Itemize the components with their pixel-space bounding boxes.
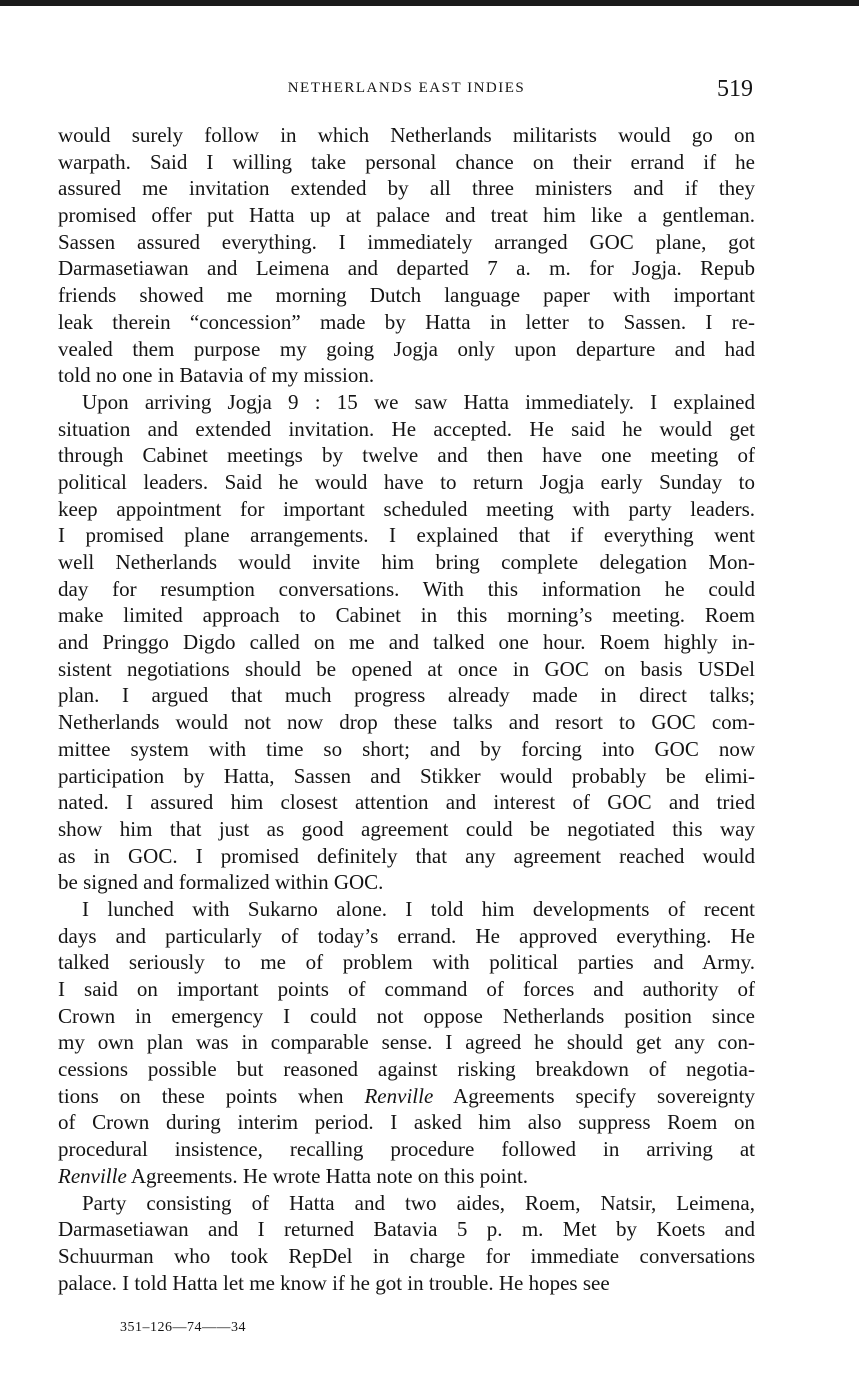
text-line: Darmasetiawan and I returned Batavia 5 p. m. Met by Koets and [58, 1217, 755, 1242]
text-line: vealed them purpose my going Jogja only upon departure and had [58, 336, 755, 361]
text-line: days and particularly of today’s errand. He approved everything. He [58, 923, 755, 948]
text-line: Renville Agreements. He wrote Hatta note on this point. [58, 1163, 529, 1188]
text-line: I said on important points of command of forces and authority of [58, 977, 755, 1001]
text-line: friends showed me morning Dutch language paper with important [58, 283, 755, 308]
paragraph [58, 389, 755, 896]
text-line: would surely follow in which Netherlands militarists would go on [58, 123, 755, 147]
running-head [58, 76, 755, 104]
text-line: Schuurman who took RepDel in charge for immediate conversations [58, 1243, 755, 1268]
text-line: show him that just as good agreement could be negotiated this way [58, 816, 755, 841]
text-line: I promised plane arrangements. I explained that if everything went [58, 523, 755, 548]
top-border-rule [0, 0, 859, 6]
text-line: assured me invitation extended by all three ministers and if they [58, 176, 755, 201]
text-line: Upon arriving Jogja 9 : 15 we saw Hatta immediately. I explained [82, 389, 755, 414]
text-line: plan. I argued that much progress already made in direct talks; [58, 683, 755, 708]
text-line: keep appointment for important scheduled meeting with party leaders. [58, 496, 755, 521]
text-line: promised offer put Hatta up at palace and treat him like a gentleman. [58, 203, 755, 228]
text-line: Darmasetiawan and Leimena and departed 7 a. m. for Jogja. Repub [58, 256, 755, 281]
text-line: and Pringgo Digdo called on me and talked one hour. Roem highly in- [58, 630, 755, 655]
text-line: sistent negotiations should be opened at once in GOC on basis USDel [58, 656, 755, 681]
text-line: leak therein “concession” made by Hatta in letter to Sassen. I re- [58, 309, 755, 334]
footer-print-code: 351–126—74——34 [120, 1320, 246, 1335]
text-line: Sassen assured everything. I immediately arranged GOC plane, got [58, 229, 755, 254]
text-line: talked seriously to me of problem with political parties and Army. [58, 950, 755, 975]
paragraph [58, 896, 755, 1190]
text-line: Crown in emergency I could not oppose Netherlands position since [58, 1003, 755, 1028]
text-line: I lunched with Sukarno alone. I told him developments of recent [82, 896, 755, 921]
text-line: make limited approach to Cabinet in this morning’s meeting. Roem [58, 603, 755, 628]
text-line: palace. I told Hatta let me know if he got in trouble. He hopes see [58, 1270, 610, 1295]
page-number: 519 [717, 76, 753, 102]
running-title: NETHERLANDS EAST INDIES [287, 80, 526, 96]
paragraph [58, 122, 755, 389]
text-line: situation and extended invitation. He accepted. He said he would get [58, 416, 755, 441]
text-line: well Netherlands would invite him bring complete delegation Mon- [58, 550, 755, 574]
text-line: Netherlands would not now drop these talks and resort to GOC com- [58, 710, 755, 735]
text-line: day for resumption conversations. With this information he could [58, 576, 755, 601]
text-line: mittee system with time so short; and by forcing into GOC now [58, 736, 755, 761]
body-text [58, 122, 755, 1296]
text-line: Party consisting of Hatta and two aides, Roem, Natsir, Leimena, [82, 1190, 755, 1215]
text-line: through Cabinet meetings by twelve and then have one meeting of [58, 443, 755, 468]
text-line: tions on these points when Renville Agreements specify sovereignty [58, 1083, 755, 1108]
text-line: told no one in Batavia of my mission. [58, 363, 375, 388]
text-line: warpath. Said I willing take personal chance on their errand if he [58, 149, 755, 174]
text-line: of Crown during interim period. I asked him also suppress Roem on [58, 1110, 755, 1135]
text-line: nated. I assured him closest attention and interest of GOC and tried [58, 790, 755, 815]
text-line: as in GOC. I promised definitely that any agreement reached would [58, 843, 755, 868]
text-line: participation by Hatta, Sassen and Stikker would probably be elimi- [58, 763, 755, 788]
text-line: be signed and formalized within GOC. [58, 870, 384, 895]
text-line: cessions possible but reasoned against risking breakdown of negotia- [58, 1057, 755, 1082]
text-line: my own plan was in comparable sense. I agreed he should get any con- [58, 1030, 755, 1055]
text-line: political leaders. Said he would have to return Jogja early Sunday to [58, 469, 755, 494]
paragraph [58, 1190, 755, 1297]
text-line: procedural insistence, recalling procedure followed in arriving at [58, 1137, 755, 1162]
